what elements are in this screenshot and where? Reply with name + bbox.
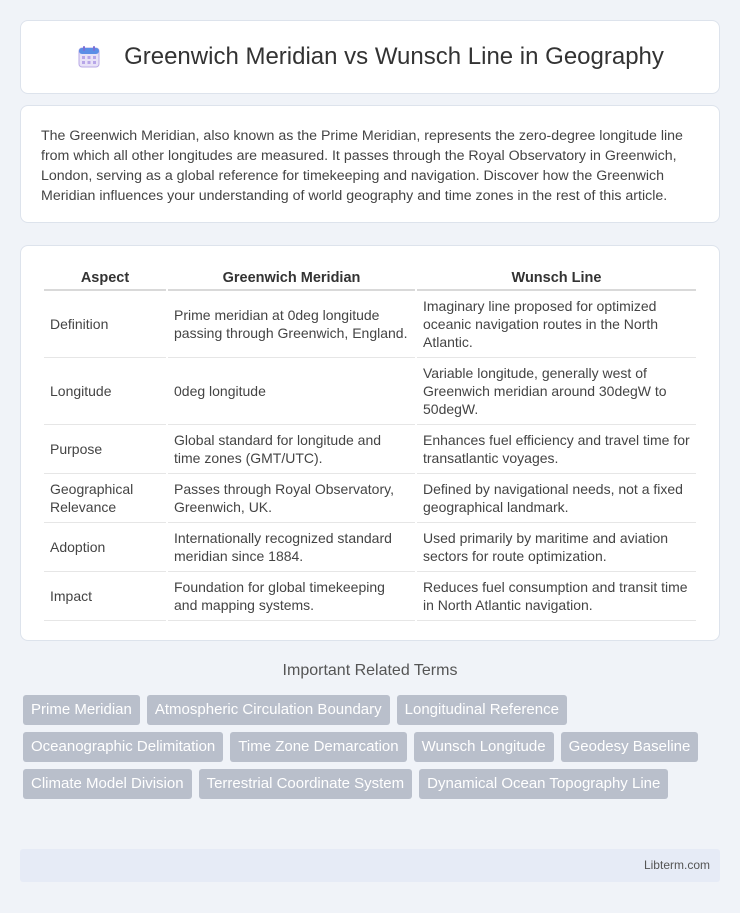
cell-greenwich: Foundation for global timekeeping and mapping systems. xyxy=(168,572,415,621)
cell-wunsch: Imaginary line proposed for optimized oceanic navigation routes in the North Atlantic. xyxy=(417,291,696,358)
cell-greenwich: Internationally recognized standard meridian since 1884. xyxy=(168,523,415,572)
cell-aspect: Impact xyxy=(44,572,166,621)
table-row xyxy=(44,523,696,572)
tag-dynamical-ocean-topography-line[interactable]: Dynamical Ocean Topography Line xyxy=(419,769,668,799)
intro-text: The Greenwich Meridian, also known as the Prime Meridian, represents the zero-degree longitude line from which all other longitudes are measured. It passes through the Royal Observatory in Greenwich, London, serving as a global reference for timekeeping and navigation. Discover how the Greenwich Meridian influences your understanding of world geography and time zones in the rest of this article. xyxy=(41,128,683,204)
tag-prime-meridian[interactable]: Prime Meridian xyxy=(23,695,140,725)
footer xyxy=(20,849,720,882)
cell-greenwich: Passes through Royal Observatory, Greenwich, UK. xyxy=(168,474,415,523)
cell-aspect: Purpose xyxy=(44,425,166,474)
tag-terrestrial-coordinate-system[interactable]: Terrestrial Coordinate System xyxy=(199,769,413,799)
table-row xyxy=(44,474,696,523)
tag-oceanographic-delimitation[interactable]: Oceanographic Delimitation xyxy=(23,732,223,762)
tag-wunsch-longitude[interactable]: Wunsch Longitude xyxy=(414,732,554,762)
related-terms-tags xyxy=(23,695,713,799)
table-header-row xyxy=(44,266,696,291)
cell-wunsch: Variable longitude, generally west of Greenwich meridian around 30degW to 50degW. xyxy=(417,358,696,425)
table-row xyxy=(44,572,696,621)
tag-atmospheric-circulation-boundary[interactable]: Atmospheric Circulation Boundary xyxy=(147,695,390,725)
header-greenwich-meridian: Greenwich Meridian xyxy=(168,266,415,291)
tag-longitudinal-reference[interactable]: Longitudinal Reference xyxy=(397,695,567,725)
cell-wunsch: Reduces fuel consumption and transit time in North Atlantic navigation. xyxy=(417,572,696,621)
tag-geodesy-baseline[interactable]: Geodesy Baseline xyxy=(561,732,699,762)
table-row xyxy=(44,291,696,358)
comparison-table xyxy=(42,266,698,621)
cell-aspect: Definition xyxy=(44,291,166,358)
page-title: Greenwich Meridian vs Wunsch Line in Geography xyxy=(124,43,664,70)
footer-brand[interactable]: Libterm.com xyxy=(643,858,710,872)
cell-aspect: Adoption xyxy=(44,523,166,572)
cell-aspect: Geographical Relevance xyxy=(44,474,166,523)
tag-time-zone-demarcation[interactable]: Time Zone Demarcation xyxy=(230,732,406,762)
header-card xyxy=(20,20,720,94)
table-row xyxy=(44,358,696,425)
calendar-icon xyxy=(76,44,102,70)
intro-card xyxy=(20,105,720,223)
cell-aspect: Longitude xyxy=(44,358,166,425)
comparison-card xyxy=(20,245,720,641)
cell-wunsch: Used primarily by maritime and aviation sectors for route optimization. xyxy=(417,523,696,572)
related-terms-title: Important Related Terms xyxy=(282,662,458,679)
cell-greenwich: 0deg longitude xyxy=(168,358,415,425)
cell-greenwich: Global standard for longitude and time zones (GMT/UTC). xyxy=(168,425,415,474)
tag-climate-model-division[interactable]: Climate Model Division xyxy=(23,769,192,799)
cell-wunsch: Enhances fuel efficiency and travel time for transatlantic voyages. xyxy=(417,425,696,474)
cell-greenwich: Prime meridian at 0deg longitude passing through Greenwich, England. xyxy=(168,291,415,358)
header-aspect: Aspect xyxy=(44,266,166,291)
cell-wunsch: Defined by navigational needs, not a fixed geographical landmark. xyxy=(417,474,696,523)
header-wunsch-line: Wunsch Line xyxy=(417,266,696,291)
table-row xyxy=(44,425,696,474)
